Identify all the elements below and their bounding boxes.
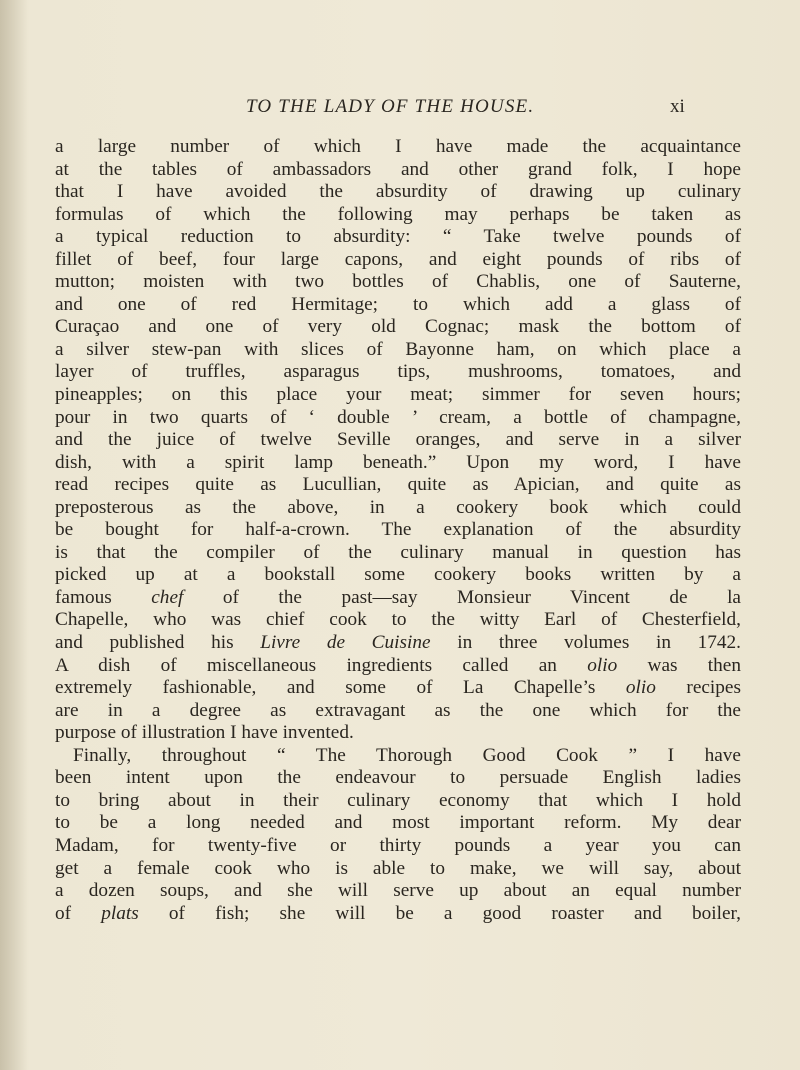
text-line: Finally, throughout “ The Thorough Good Cook ” I have bbox=[73, 744, 741, 766]
text-line: purpose of illustration I have invented. bbox=[55, 722, 354, 744]
text-line: picked up at a bookstall some cookery books written by a bbox=[55, 564, 741, 586]
page-number: xi bbox=[670, 96, 685, 117]
running-head: TO THE LADY OF THE HOUSE. bbox=[246, 96, 535, 117]
gutter-shadow bbox=[0, 0, 28, 1070]
text-line: read recipes quite as Lucullian, quite as Apician, and quite as bbox=[55, 474, 741, 496]
text-segment: and published his bbox=[55, 632, 261, 654]
text-line: and the juice of twelve Seville oranges, and serve in a silver bbox=[55, 429, 741, 451]
text-line bbox=[55, 587, 741, 610]
text-line: a large number of which I have made the acquaintance bbox=[55, 136, 741, 157]
text-line bbox=[55, 632, 741, 655]
text-line: a dozen soups, and she will serve up about an equal number bbox=[55, 880, 741, 902]
italic-term: Livre de Cuisine bbox=[260, 632, 431, 654]
text-segment: was then bbox=[617, 654, 741, 676]
text-line: are in a degree as extravagant as the one which for the bbox=[55, 699, 741, 721]
text-segment: extremely fashionable, and some of La Chapelle’s bbox=[55, 677, 626, 699]
text-line bbox=[55, 655, 741, 678]
body-text bbox=[55, 136, 741, 925]
text-line: been intent upon the endeavour to persuade English ladies bbox=[55, 767, 741, 789]
text-line bbox=[55, 677, 741, 700]
italic-term: plats bbox=[101, 902, 139, 924]
text-line: Chapelle, who was chief cook to the witty Earl of Chesterfield, bbox=[55, 609, 741, 631]
text-line: to bring about in their culinary economy that which I hold bbox=[55, 789, 741, 811]
italic-term: olio bbox=[587, 654, 618, 676]
text-segment: of bbox=[55, 902, 102, 924]
text-segment: of the past—say Monsieur Vincent de la bbox=[183, 586, 741, 608]
text-line: a typical reduction to absurdity: “ Take twelve pounds of bbox=[55, 226, 741, 248]
text-line: pineapples; on this place your meat; simmer for seven hours; bbox=[55, 384, 741, 406]
text-line: get a female cook who is able to make, we will say, about bbox=[55, 857, 741, 879]
text-line: formulas of which the following may perhaps be taken as bbox=[55, 203, 741, 225]
text-line: Madam, for twenty-five or thirty pounds a year you can bbox=[55, 834, 741, 856]
text-segment: in three volumes in 1742. bbox=[430, 632, 742, 654]
text-line: layer of truffles, asparagus tips, mushrooms, tomatoes, and bbox=[55, 361, 741, 383]
text-line: Curaçao and one of very old Cognac; mask the bottom of bbox=[55, 316, 741, 338]
text-line: a silver stew-pan with slices of Bayonne ham, on which place a bbox=[55, 338, 741, 360]
text-line: and one of red Hermitage; to which add a glass of bbox=[55, 293, 741, 315]
page-header bbox=[0, 96, 800, 120]
text-line: that I have avoided the absurdity of drawing up culinary bbox=[55, 181, 741, 203]
text-line: to be a long needed and most important reform. My dear bbox=[55, 812, 741, 834]
text-segment: of fish; she will be a good roaster and boiler, bbox=[138, 902, 741, 924]
italic-term: olio bbox=[625, 677, 656, 699]
text-line: pour in two quarts of ‘ double ’ cream, a bottle of champagne, bbox=[55, 406, 741, 428]
text-line: is that the compiler of the culinary manual in question has bbox=[55, 541, 741, 563]
text-line: preposterous as the above, in a cookery book which could bbox=[55, 496, 741, 518]
italic-term: chef bbox=[151, 586, 184, 608]
text-line: at the tables of ambassadors and other grand folk, I hope bbox=[55, 158, 741, 180]
text-line: mutton; moisten with two bottles of Chablis, one of Sauterne, bbox=[55, 271, 741, 293]
text-segment: A dish of miscellaneous ingredients called an bbox=[55, 654, 588, 676]
text-segment: famous bbox=[55, 586, 152, 608]
text-line bbox=[55, 903, 741, 926]
text-line: dish, with a spirit lamp beneath.” Upon my word, I have bbox=[55, 451, 741, 473]
text-line: fillet of beef, four large capons, and eight pounds of ribs of bbox=[55, 248, 741, 270]
text-segment: recipes bbox=[655, 677, 741, 699]
text-line: be bought for half-a-crown. The explanation of the absurdity bbox=[55, 519, 741, 541]
